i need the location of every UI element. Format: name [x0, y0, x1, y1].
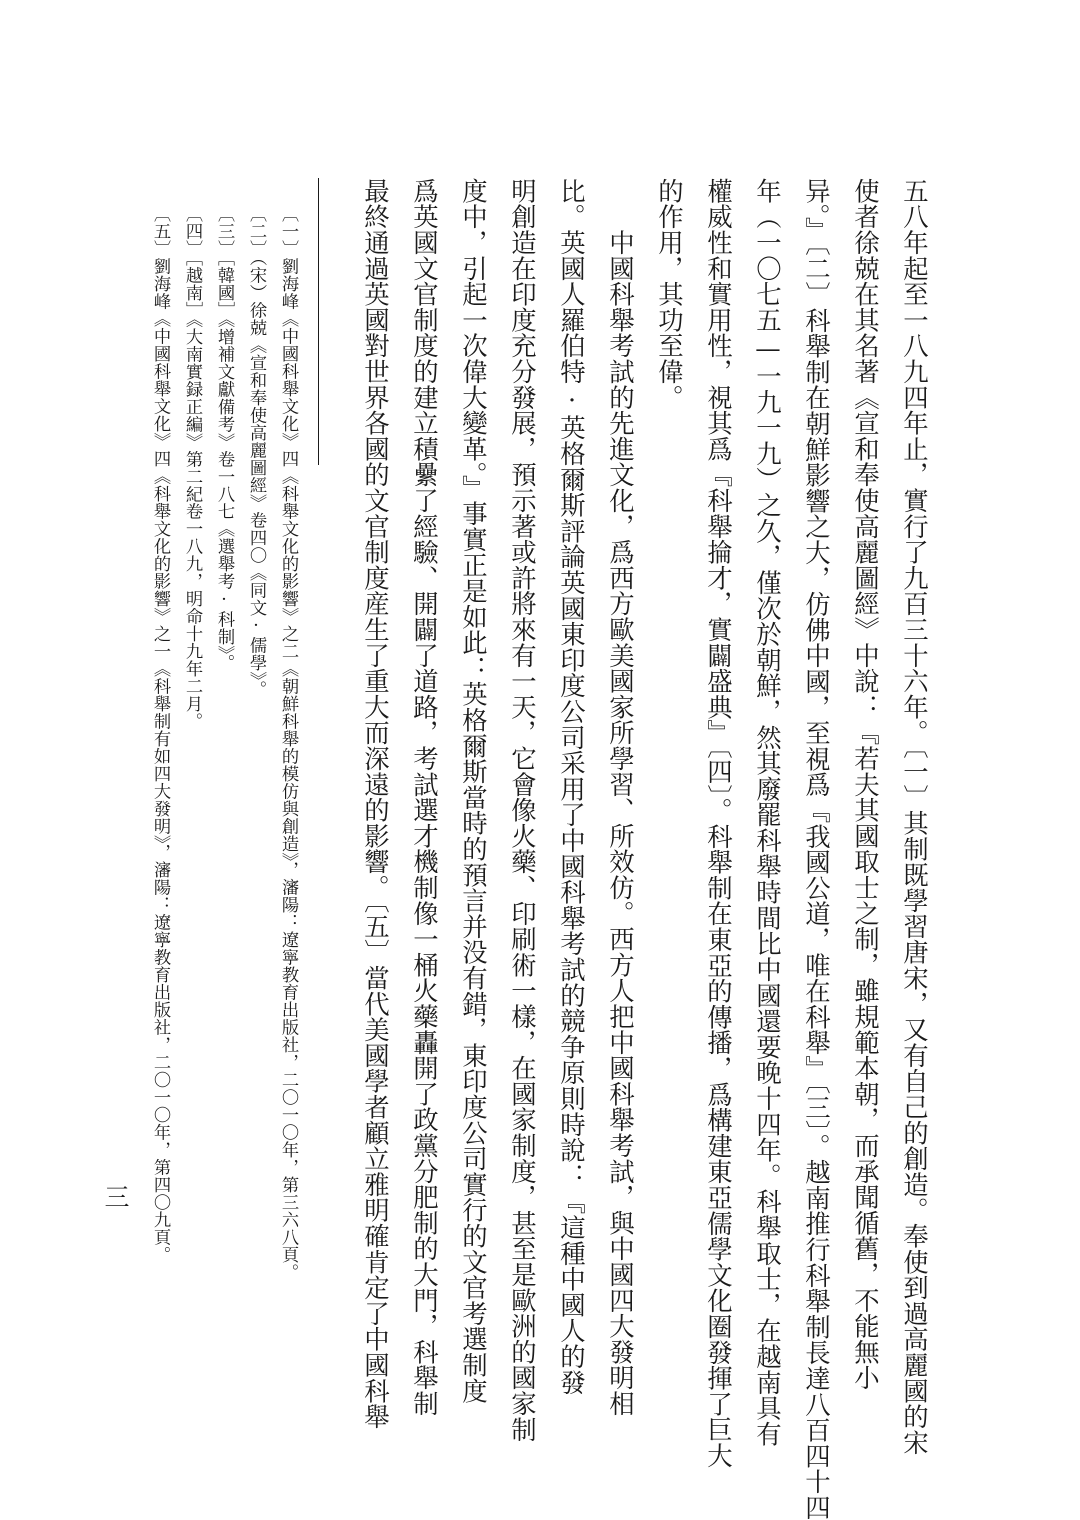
main-text-column-11: 爲英國文官制度的建立積纍了經驗、開闢了道路，考試選才機制像一桶火藥轟開了政黨分肥制的大門，科舉制: [410, 178, 440, 1417]
main-text-column-10: 度中，引起一次偉大變革。』事實正是如此：英格爾斯當時的預言并没有錯，東印度公司實行的文官考選制度: [459, 178, 489, 1404]
footnote-2: 〔二〕（宋）徐兢《宣和奉使高麗圖經》卷四〇《同文·儒學》。: [246, 205, 266, 698]
main-text-column-9: 明創造在印度充分發展，預示著或許將來有一天，它會像火藥、印刷術一樣，在國家制度，甚至是歐洲的國家制: [508, 178, 538, 1443]
footnote-1: 〔一〕劉海峰《中國科舉文化》四《科舉文化的影響》之二《朝鮮科舉的模仿與創造》，瀋陽：遼寧教育出版社，二〇一〇年，第三六八頁。: [278, 205, 298, 1281]
footnote-4: 〔四〕［越南］《大南實録正編》第二紀卷一八九，明命十九年二月。: [182, 205, 202, 730]
main-text-column-1: 五八年起至一八九四年止，實行了九百三十六年。〔一〕其制既學習唐宋，又有自己的創造。奉使到過高麗國的宋: [900, 178, 930, 1456]
main-text-column-12: 最終通過英國對世界各國的文官制度産生了重大而深遠的影響。〔五〕當代美國學者顧立雅明確肯定了中國科舉: [361, 178, 391, 1430]
footnote-3: 〔三〕［韓國］《增補文獻備考》卷一八七《選舉考·科制》。: [214, 205, 234, 672]
main-text-column-6: 的作用，其功至偉。: [655, 178, 685, 411]
footnote-separator: [318, 178, 319, 465]
footnote-5: 〔五〕劉海峰《中國科舉文化》四《科舉文化的影響》之一《科舉制有如四大發明》，瀋陽：遼寧教育出版社，二〇一〇年，第四〇九頁。: [150, 205, 170, 1264]
main-text-column-2: 使者徐兢在其名著《宣和奉使高麗圖經》中說：『若夫其國取士之制，雖規範本朝，而承聞循舊，不能無小: [851, 178, 881, 1391]
main-text-column-7: 中國科舉考試的先進文化，爲西方歐美國家所學習、所效仿。西方人把中國科舉考試，與中國四大發明相: [606, 178, 636, 1417]
main-text-column-5: 權威性和實用性，視其爲『科舉掄才，實闢盛典』〔四〕。科舉制在東亞的傳播，爲構建東亞儒學文化圈發揮了巨大: [704, 178, 734, 1469]
main-text-column-4: 年（一〇七五—一九一九）之久，僅次於朝鮮，然其廢罷科舉時間比中國還要晚十四年。科舉取士，在越南具有: [753, 178, 783, 1447]
main-text-column-8: 比。英國人羅伯特·英格爾斯評論英國東印度公司采用了中國科舉考試的競争原則時說：『這種中國人的發: [557, 178, 587, 1396]
page-number: 三: [101, 1184, 130, 1209]
main-text-column-3: 异。』〔二〕科舉制在朝鮮影響之大，仿佛中國，至視爲『我國公道，唯在科舉』〔三〕。越南推行科舉制長達八百四十四: [802, 178, 832, 1520]
